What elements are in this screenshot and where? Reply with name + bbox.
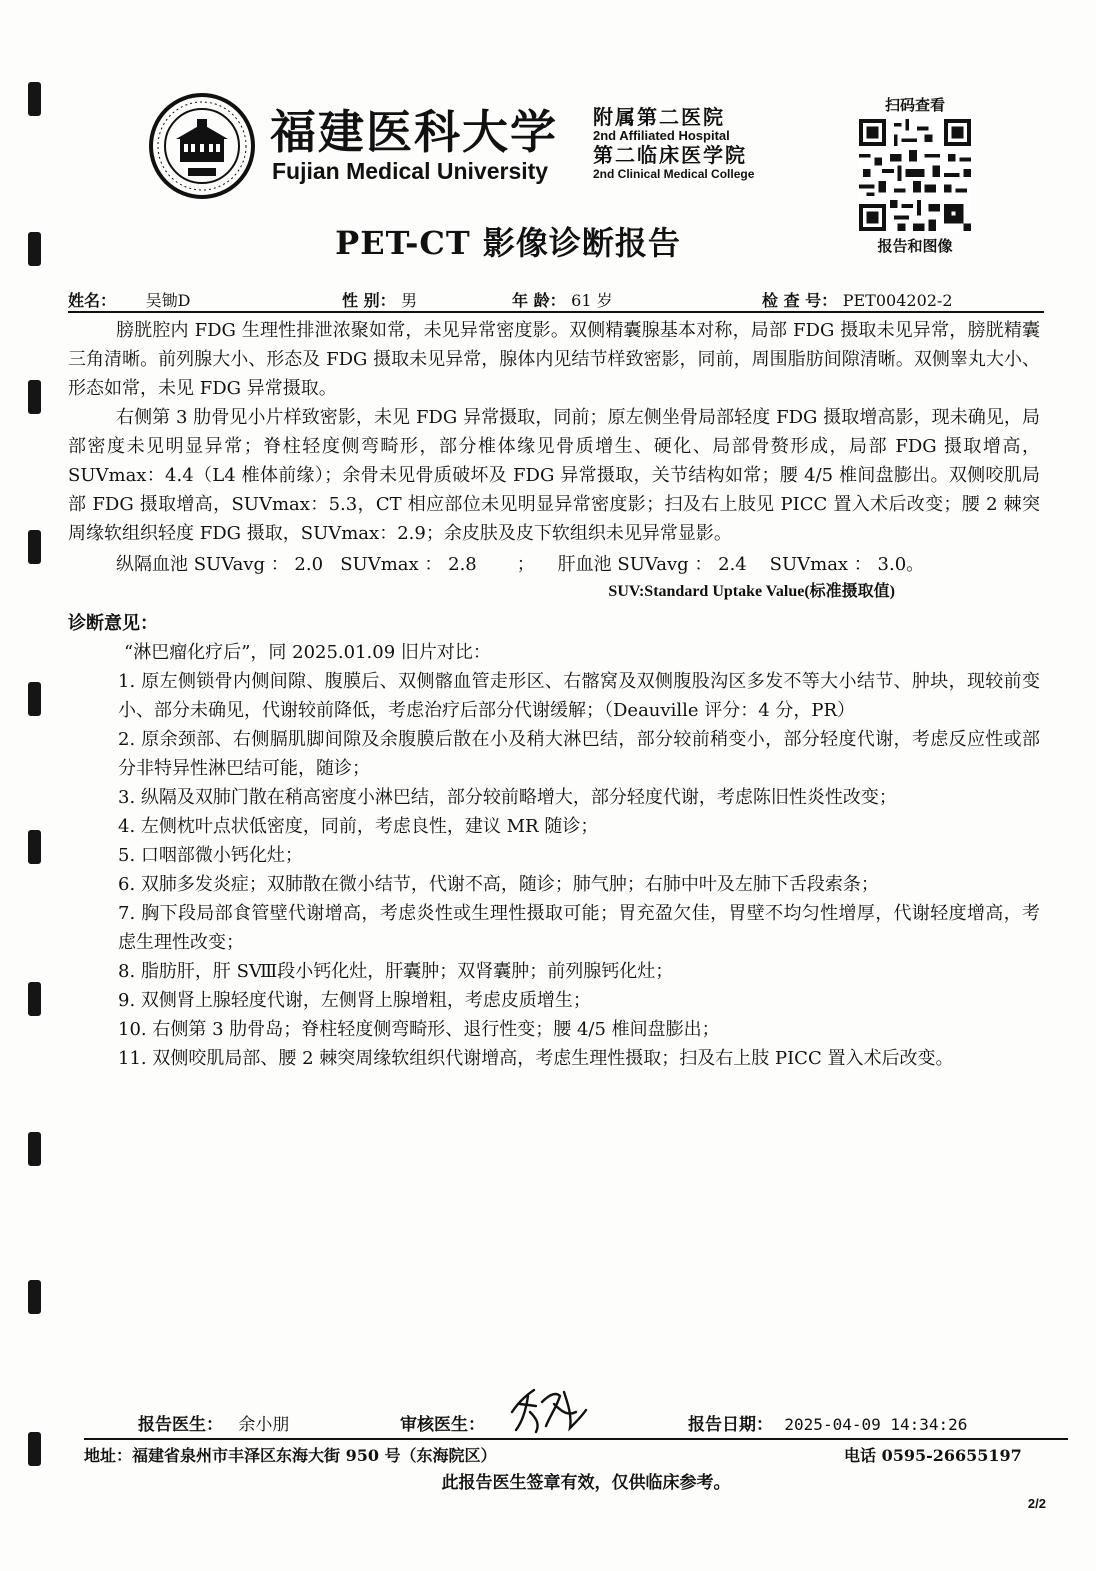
- diagnosis-list: [68, 667, 1040, 1073]
- binder-mark: [28, 830, 41, 864]
- diagnosis-item: 3. 纵隔及双肺门散在稍高密度小淋巴结，部分较前略增大，部分轻度代谢，考虑陈旧性炎性改变；: [118, 787, 897, 808]
- binder-mark: [28, 982, 41, 1016]
- suv-note: SUV:Standard Uptake Value(标准摄取值): [608, 583, 895, 600]
- diagnosis-item: 2. 原余颈部、右侧膈肌脚间隙及余腹膜后散在小及稍大淋巴结，部分较前稍变小，部分轻度代谢，考虑反应性或部分非特异性淋巴结可能，随诊；: [118, 729, 1040, 779]
- hospital-block: [593, 106, 793, 181]
- diagnosis-item: 9. 双侧肾上腺轻度代谢，左侧肾上腺增粗，考虑皮质增生；: [118, 990, 591, 1011]
- exam-number: [762, 288, 953, 311]
- hospital-phone: 电话 0595-26655197: [844, 1446, 1022, 1465]
- findings-paragraph: 膀胱腔内 FDG 生理性排泄浓聚如常，未见异常密度影。双侧精囊腺基本对称，局部 FDG 摄取未见异常，膀胱精囊三角清晰。前列腺大小、形态及 FDG 摄取未见异常，腺体内见结节样致密影，同前，周围脂肪间隙清晰。双侧睾丸大小、形态如常，未见 FDG 异常摄取。: [68, 320, 1040, 399]
- diagnosis-item: 6. 双肺多发炎症；双肺散在微小结节，代谢不高，随诊；肺气肿；右肺中叶及左肺下舌段索条；: [118, 874, 879, 895]
- diagnosis-title: 诊断意见：: [68, 613, 158, 634]
- binder-mark: [28, 380, 41, 414]
- binder-mark: [28, 1132, 41, 1166]
- qr-label-bottom: 报告和图像: [877, 237, 953, 255]
- report-date-value: 2025-04-09 14:34:26: [784, 1415, 968, 1434]
- report-doctor-label: 报告医生：: [138, 1415, 223, 1435]
- report-date-label: 报告日期：: [688, 1415, 773, 1435]
- report-doctor-value: 余小朋: [238, 1415, 290, 1435]
- patient-name-label: 姓名：: [68, 291, 117, 310]
- diagnosis-item: 4. 左侧枕叶点状低密度，同前，考虑良性，建议 MR 随诊；: [118, 816, 599, 837]
- patient-gender: [342, 288, 417, 311]
- diagnosis-intro: “淋巴瘤化疗后”，同 2025.01.09 旧片对比：: [124, 642, 491, 663]
- exam-number-label: 检 查 号：: [762, 291, 838, 310]
- binder-mark: [28, 1280, 41, 1314]
- hospital-name-cn: 附属第二医院: [593, 105, 725, 129]
- qr-code-icon[interactable]: [859, 119, 971, 231]
- college-name-cn: 第二临床医学院: [593, 143, 747, 167]
- university-name-cn: 福建医科大学: [270, 105, 558, 159]
- patient-name: [68, 288, 190, 311]
- exam-number-value: PET004202-2: [842, 291, 953, 310]
- hospital-address: 地址：福建省泉州市丰泽区东海大街 950 号（东海院区）: [84, 1446, 497, 1465]
- report-body: [68, 316, 1040, 1073]
- review-doctor-label: 审核医生：: [400, 1415, 485, 1435]
- patient-info-row: [68, 288, 1048, 312]
- address-row: [84, 1443, 1024, 1467]
- binder-mark: [28, 682, 41, 716]
- letterhead: [148, 92, 788, 202]
- binder-mark: [28, 530, 41, 564]
- diagnosis-item: 1. 原左侧锁骨内侧间隙、腹膜后、双侧髂血管走形区、右髂窝及双侧腹股沟区多发不等大小结节、肿块，现较前变小、部分未确见，代谢较前降低，考虑治疗后部分代谢缓解；（Deauville 评分：4 分，PR）: [118, 671, 1040, 721]
- diagnosis-item: 10. 右侧第 3 肋骨岛；脊柱轻度侧弯畸形、退行性变；腰 4/5 椎间盘膨出；: [118, 1019, 720, 1040]
- patient-gender-label: 性 别：: [342, 291, 396, 310]
- hospital-name-en: 2nd Affiliated Hospital: [593, 128, 730, 143]
- footer-divider: [84, 1438, 1068, 1440]
- page-number: 2/2: [1027, 1496, 1046, 1511]
- signature-row: [138, 1410, 1038, 1436]
- patient-name-value: 吴锄D: [145, 291, 191, 310]
- report-title: [0, 218, 1096, 264]
- patient-age-label: 年 龄：: [512, 291, 566, 310]
- diagnosis-item: 7. 胸下段局部食管壁代谢增高，考虑炎性或生理性摄取可能；胃充盈欠佳，胃壁不均匀性增厚，代谢轻度增高，考虑生理性改变；: [118, 903, 1040, 953]
- university-seal-icon: [148, 92, 256, 200]
- diagnosis-item: 8. 脂肪肝，肝 SⅧ段小钙化灶，肝囊肿；双肾囊肿；前列腺钙化灶；: [118, 961, 674, 982]
- blood-pool-values: 纵隔血池 SUVavg ： 2.0 SUVmax ： 2.8 ； 肝血池 SUVavg ： 2.4 SUVmax ： 3.0。: [116, 554, 925, 575]
- college-name-en: 2nd Clinical Medical College: [593, 167, 755, 181]
- diagnosis-item: 5. 口咽部微小钙化灶；: [118, 845, 303, 866]
- patient-age-value: 61 岁: [571, 291, 613, 310]
- binder-mark: [28, 1432, 41, 1466]
- patient-age: [512, 288, 613, 311]
- header-divider: [68, 311, 1044, 313]
- patient-gender-value: 男: [401, 291, 418, 310]
- report-date: [688, 1410, 967, 1435]
- binder-mark: [28, 82, 41, 116]
- report-doctor: [138, 1410, 289, 1435]
- disclaimer-text: 此报告医生签章有效，仅供临床参考。: [441, 1473, 731, 1493]
- review-doctor: [400, 1410, 485, 1435]
- disclaimer: [0, 1468, 1096, 1493]
- diagnosis-item: 11. 双侧咬肌局部、腰 2 棘突周缘软组织代谢增高，考虑生理性摄取；扫及右上肢 PICC 置入术后改变。: [118, 1048, 954, 1069]
- qr-label-top: 扫码查看: [884, 96, 945, 114]
- university-name-en: Fujian Medical University: [272, 158, 549, 184]
- report-title-text: PET-CT 影像诊断报告: [335, 224, 681, 262]
- findings-paragraph: 右侧第 3 肋骨见小片样致密影，未见 FDG 异常摄取，同前；原左侧坐骨局部轻度 FDG 摄取增高影，现未确见，局部密度未见明显异常；脊柱轻度侧弯畸形，部分椎体缘见骨质增生、硬化、局部骨赘形成，局部 FDG 摄取增高，SUVmax：4.4（L4 椎体前缘）；余骨未见骨质破坏及 FDG 异常摄取，关节结构如常；腰 4/5 椎间盘膨出。双侧咬肌局部 FDG 摄取增高，SUVmax：5.3，CT 相应部位未见明显异常密度影；扫及右上肢见 PICC 置入术后改变；腰 2 棘突周缘软组织轻度 FDG 摄取，SUVmax：2.9；余皮肤及皮下软组织未见异常显影。: [68, 407, 1040, 544]
